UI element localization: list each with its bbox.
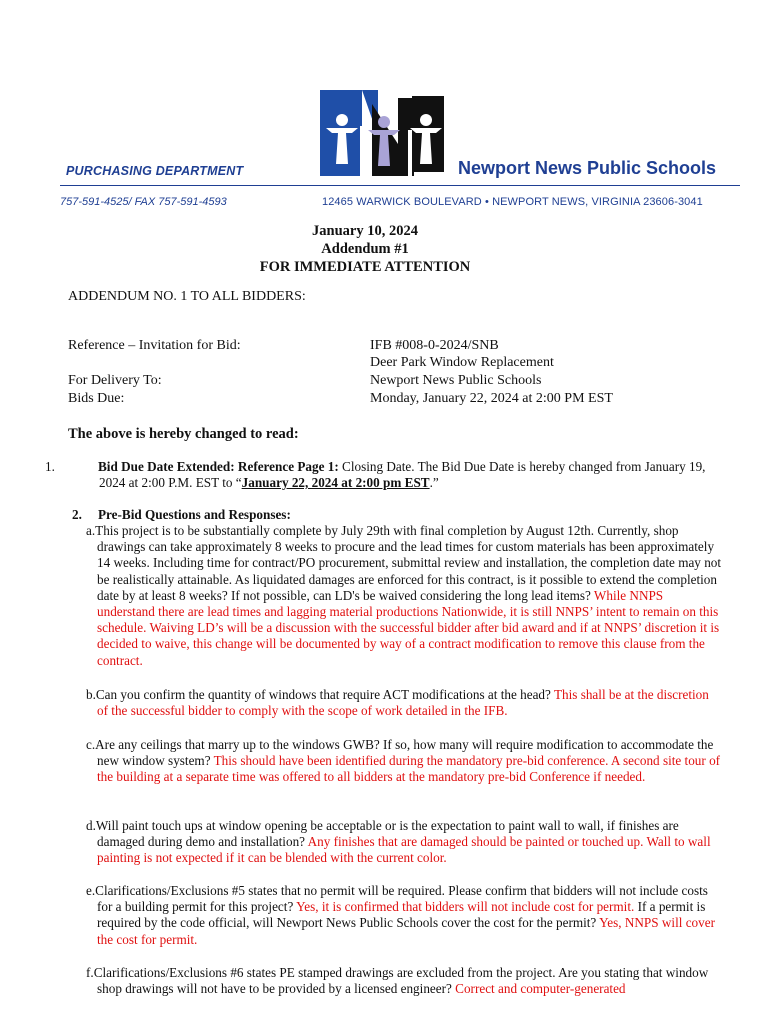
qa-item-a: a.This project is to be substantially complete by July 29th with final completion by August 12th. Currently, shop drawings can take approximately 8 weeks to procure and the lead times for custom materials has been approximately 14 weeks. Including time for contract/PO procurement, submittal review and installation, the completion date may not be realistically attainable. As liquidated damages are enforced for this contract, is it possible to extend the completion date by at least 8 weeks? If not possible, can LD's be waived considering the long lead items? While NNPS understand there are lead times and lagging material productions Nationwide, it is still NNPS’ intent to remain on this schedule. Waiving LD’s will be a discussion with the successful bidder after bid award and if at NNPS’ discretion it is decided to waive, this change will be documented by way of a contract modification to remove this clause from the contract. bbox=[86, 523, 722, 668]
to-line: ADDENDUM NO. 1 TO ALL BIDDERS: bbox=[68, 289, 306, 304]
answer-e: Yes, it is confirmed that bidders will not include cost for permit. bbox=[296, 899, 635, 915]
answer-d: Any finishes that are damaged should be painted or touched up. Wall to wall painting is not expected if it can be blended with the current color. bbox=[97, 834, 711, 866]
bids-due-date: Monday, January 22, 2024 at 2:00 PM EST bbox=[370, 391, 613, 406]
phone-fax: 757-591-4525/ FAX 757-591-4593 bbox=[60, 196, 227, 208]
item-1-heading: Bid Due Date Extended: Reference Page 1: bbox=[98, 459, 339, 474]
answer-f: Correct and computer-generated bbox=[455, 981, 626, 997]
addendum-number: Addendum #1 bbox=[321, 241, 409, 257]
reference-label: Reference – Invitation for Bid: bbox=[68, 338, 241, 353]
item-1: 1. Bid Due Date Extended: Reference Page 1: Closing Date. The Bid Due Date is hereby changed from January 19, 2024 at 2:00 P.M. EST to “January 22, 2024 at 2:00 pm EST.” bbox=[45, 459, 706, 491]
bids-due-label: Bids Due: bbox=[68, 391, 125, 406]
item-1-number: 1. bbox=[45, 459, 55, 474]
organization-name: Newport News Public Schools bbox=[458, 158, 717, 178]
answer-e2: Yes, NNPS will cover the cost for permit. bbox=[97, 915, 715, 947]
ifb-number: IFB #008-0-2024/SNB bbox=[370, 338, 499, 353]
answer-b: This shall be at the discretion of the successful bidder to comply with the scope of work detailed in the IFB. bbox=[97, 687, 709, 719]
changed-heading: The above is hereby changed to read: bbox=[68, 426, 299, 442]
qa-item-b: b.Can you confirm the quantity of windows that require ACT modifications at the head? This shall be at the discretion of the successful bidder to comply with the scope of work detailed in the IFB. bbox=[86, 687, 709, 719]
delivery-to: Newport News Public Schools bbox=[370, 373, 542, 388]
item-2-number: 2. bbox=[72, 507, 82, 522]
document-date: January 10, 2024 bbox=[312, 223, 418, 239]
delivery-label: For Delivery To: bbox=[68, 373, 162, 388]
attention-line: FOR IMMEDIATE ATTENTION bbox=[259, 259, 471, 275]
address: 12465 WARWICK BOULEVARD • NEWPORT NEWS, VIRGINIA 23606-3041 bbox=[322, 196, 703, 208]
nnps-logo bbox=[318, 86, 446, 176]
project-name: Deer Park Window Replacement bbox=[370, 355, 554, 370]
qa-item-f: f.Clarifications/Exclusions #6 states PE stamped drawings are excluded from the project. Are you stating that window shop drawings will not have to be provided by a licensed engineer? Correct and computer-generated bbox=[86, 965, 709, 997]
qa-item-d: d.Will paint touch ups at window opening be acceptable or is the expectation to paint wall to wall, if finishes are damaged during demo and installation? Any finishes that are damaged should be painted or touched up. Wall to wall painting is not expected if it can be blended with the current color. bbox=[86, 818, 711, 866]
qa-item-e: e.Clarifications/Exclusions #5 states that no permit will be required. Please confirm that bidders will not include costs for a building permit for this project? Yes, it is confirmed that bidders will not include cost for permit. If a permit is required by the code official, will Newport News Public Schools cover the cost for the permit? Yes, NNPS will cover the cost for permit. bbox=[86, 883, 715, 947]
letterhead-rule bbox=[60, 185, 740, 186]
item-2-heading: Pre-Bid Questions and Responses: bbox=[98, 507, 291, 522]
qa-item-c: c.Are any ceilings that marry up to the windows GWB? If so, how many will require modification to accommodate the new window system? This should have been identified during the mandatory pre-bid conference. A second site tour of the building at a separate time was offered to all bidders at the mandatory pre-bid Conference if needed. bbox=[86, 737, 721, 785]
answer-c: This should have been identified during the mandatory pre-bid conference. A second site tour of the building at a separate time was offered to all bidders at the mandatory pre-bid Conference if needed. bbox=[97, 753, 721, 785]
answer-a: While NNPS understand there are lead times and lagging material productions Nationwide, it is still NNPS’ intent to remain on this schedule. Waiving LD’s will be a discussion with the successful bidder after bid award and if at NNPS’ discretion it is decided to waive, this change will be documented by way of a contract modification to remove this clause from the contract. bbox=[97, 587, 720, 668]
new-due-date: January 22, 2024 at 2:00 pm EST bbox=[241, 475, 430, 491]
department-name: PURCHASING DEPARTMENT bbox=[66, 164, 244, 178]
